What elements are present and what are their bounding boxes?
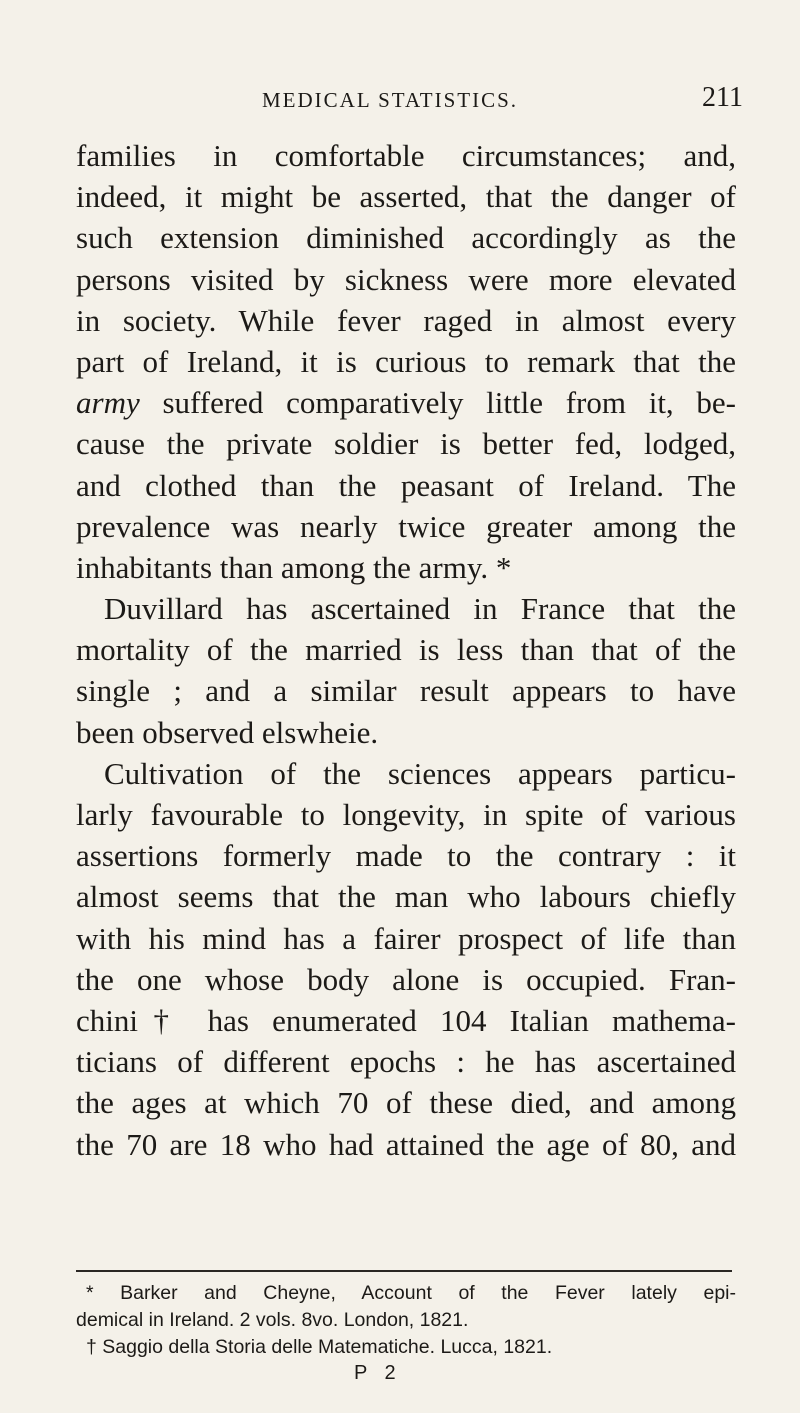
signature-mark: P 2 [354,1362,402,1384]
footnote-rule [76,1270,732,1272]
text-line: indeed, it might be asserted, that the danger of [76,179,736,215]
body-text [76,135,736,1165]
text-line: mortality of the married is less than that of the [76,632,736,668]
text-line: ticians of different epochs : he has ascertained [76,1044,736,1080]
italic-word: army [76,385,140,421]
text-line: such extension diminished accordingly as the [76,220,736,256]
text-line: cause the private soldier is better fed, lodged, [76,426,736,462]
text-line: Cultivation of the sciences appears particu- [104,755,736,791]
text-line: part of Ireland, it is curious to remark that the [76,343,736,379]
text-line: the ages at which 70 of these died, and among [76,1085,736,1121]
text-line: persons visited by sickness were more elevated [76,261,736,297]
text-line: larly favourable to longevity, in spite of various [76,797,736,832]
text-line: assertions formerly made to the contrary : it [76,838,736,874]
text-line: inhabitants than among the army. * [76,549,512,585]
text-line: prevalence was nearly twice greater among the [76,508,736,544]
text-line-rest: suffered comparatively little from it, be- [139,385,736,421]
text-line: the 70 are 18 who had attained the age of 80, and [76,1126,736,1162]
page-number: 211 [702,82,743,113]
text-line [76,382,736,423]
text-line: chini† has enumerated 104 Italian mathema- [76,1002,736,1038]
text-line: almost seems that the man who labours chiefly [76,879,736,915]
page-header [0,82,800,118]
running-head: MEDICAL STATISTICS. [262,88,519,112]
footnote: * Barker and Cheyne, Account of the Fever lately epi- [86,1282,736,1304]
text-line: Duvillard has ascertained in France that the [104,591,736,627]
text-line: families in comfortable circumstances; and, [76,138,736,173]
text-line: in society. While fever raged in almost every [76,302,736,338]
footnote: † Saggio della Storia delle Matematiche. Lucca, 1821. [86,1336,553,1358]
text-line: single ; and a similar result appears to have [76,673,736,709]
text-line: and clothed than the peasant of Ireland. The [76,467,736,503]
footnotes [76,1280,736,1361]
text-line: been observed elswheie. [76,714,379,750]
footnote-continuation: demical in Ireland. 2 vols. 8vo. London, 1821. [76,1309,469,1331]
text-line: with his mind has a fairer prospect of life than [76,920,736,956]
text-line: the one whose body alone is occupied. Fran- [76,961,736,997]
